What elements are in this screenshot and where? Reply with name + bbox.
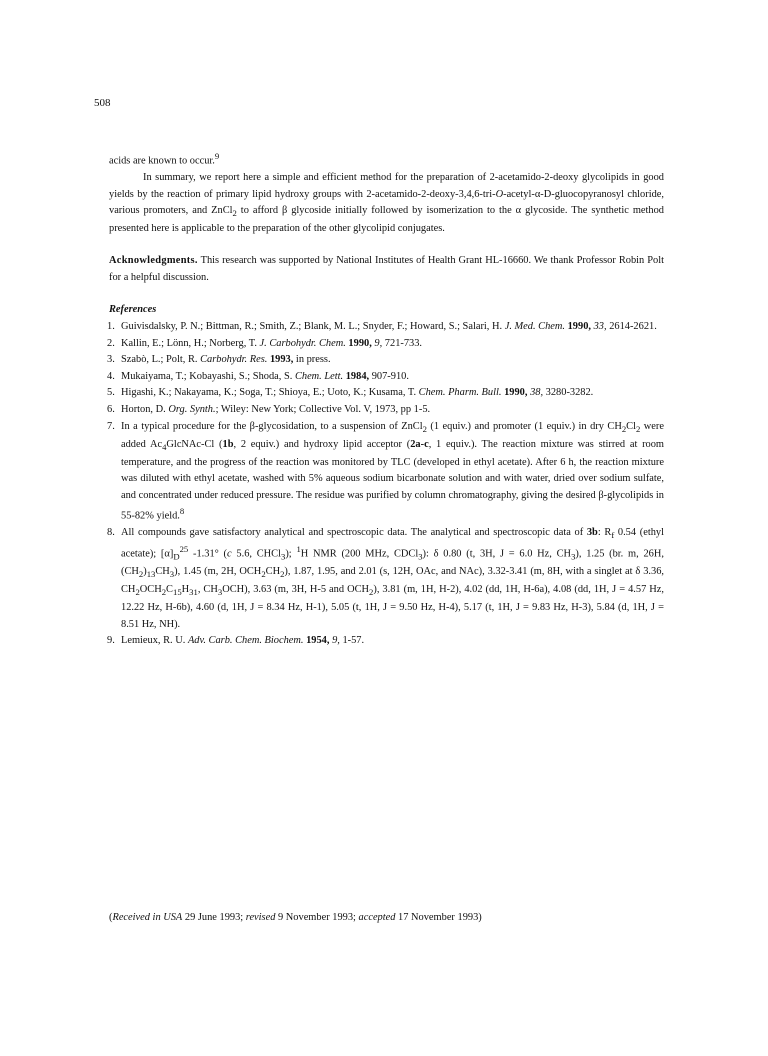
summary-italic-o: O xyxy=(495,188,504,200)
reference-volume: 9, xyxy=(329,635,340,647)
italic-c: c xyxy=(227,548,232,560)
reference-text: C xyxy=(166,584,173,596)
subscript: 2 xyxy=(232,208,237,219)
reference-number: 8. xyxy=(107,526,115,538)
page-number: 508 xyxy=(94,97,111,109)
revised-label: revised xyxy=(245,912,276,923)
reference-journal: Adv. Carb. Chem. Biochem. xyxy=(187,635,304,647)
subscript: 2 xyxy=(261,569,266,580)
superscript: 1 xyxy=(296,543,301,554)
reference-item xyxy=(109,385,664,402)
reference-authors: Guivisdalsky, P. N.; Bittman, R.; Smith, Z.; Blank, M. L.; Snyder, F.; Howard, S.; Salari, H. xyxy=(121,320,505,332)
reference-authors: Horton, D. xyxy=(121,404,169,416)
reference-item xyxy=(109,633,664,650)
reference-year: 1954, xyxy=(303,635,330,647)
reference-journal: Org. Synth. xyxy=(168,404,216,416)
references-list xyxy=(109,319,664,650)
page-content xyxy=(109,150,664,650)
reference-journal: Chem. Pharm. Bull. xyxy=(418,387,502,399)
summary-text: In summary, we report here a simple and efficient method for the preparation of 2-acetamido-2-deoxy glycolipids in good yields by the reaction of primary lipid hydroxy groups with 2-acetamido-2-deoxy-3,4,6-tri- xyxy=(109,172,664,200)
reference-item-spectra xyxy=(109,525,664,634)
reference-journal: Carbohydr. Res. xyxy=(200,354,268,366)
reference-journal: Chem. Lett. xyxy=(294,370,344,382)
reference-item xyxy=(109,402,664,419)
reference-text: All compounds gave satisfactory analytical and spectroscopic data. The analytical and spectroscopic data of xyxy=(121,526,587,538)
summary-text: to afford β glycoside initially followed by isomerization to the α glycoside. The synthetic method presented here is applicable to the preparation of the other glycolipid conjugates. xyxy=(109,205,664,235)
acknowledgments-paragraph xyxy=(109,253,664,286)
subscript: 2 xyxy=(369,587,374,598)
reference-pages: 2614-2621. xyxy=(606,320,657,332)
superscript: 25 xyxy=(179,543,189,554)
reference-authors: Mukaiyama, T.; Kobayashi, S.; Shoda, S. xyxy=(121,370,295,382)
reference-number: 3. xyxy=(107,354,115,366)
reference-text: were added Ac xyxy=(121,420,664,450)
reference-pages: 721-733. xyxy=(382,337,423,349)
subscript: f xyxy=(611,529,615,540)
reference-number: 9. xyxy=(107,635,115,647)
reference-text: H NMR (200 MHz, CDCl xyxy=(300,548,419,560)
reference-pages: in press. xyxy=(293,354,331,366)
reference-authors: Higashi, K.; Nakayama, K.; Soga, T.; Shioya, E.; Uoto, K.; Kusama, T. xyxy=(121,387,419,399)
reference-volume: 9, xyxy=(371,337,383,349)
subscript: 3 xyxy=(418,551,423,562)
reference-text: ), 3.81 (m, 1H, H-2), 4.02 (dd, 1H, H-6a), 4.08 (dd, 1H, J = 4.57 Hz, 12.22 Hz, H-6b), 4.60 (d, 1H, J = 8.34 Hz, H-1), 5.05 (t, 1H, J = 9.50 Hz, H-4), 5.17 (t, 1H, J = 9.83 Hz, H-3), 5.84 (d, 1H, J = 8.51 Hz, NH). xyxy=(121,584,664,630)
reference-pages: 907-910. xyxy=(369,370,409,382)
reference-number: 2. xyxy=(107,337,115,349)
reference-item xyxy=(109,369,664,386)
reference-text: 0.54 (ethyl acetate); [α] xyxy=(121,526,664,560)
accepted-label: accepted xyxy=(358,912,396,923)
reference-text: OCH xyxy=(139,584,162,596)
reference-text: , 2 equiv.) and hydroxy lipid acceptor ( xyxy=(233,438,411,450)
summary-text: -acetyl-α-D-gluocopyranosyl chloride, various promoters, and ZnCl xyxy=(109,188,664,217)
reference-pages: ; Wiley: New York; Collective Vol. V, 1973, pp 1-5. xyxy=(215,404,431,416)
reference-authors: Szabò, L.; Polt, R. xyxy=(121,354,201,366)
received-date: 29 June 1993; xyxy=(182,912,246,923)
reference-text: , 1 equiv.). The reaction mixture was stirred at room temperature, and the progress of the reaction was monitored by TLC (developed in ethyl acetate). After 6 h, the reaction mixture was diluted with ethyl acetate, washed with 5% aqueous sodium bicarbonate solution and with water, dried over sodium sulfate, and concentrated under reduced pressure. The residue was purified by column chromatography, giving the desired β-glycolipids in 55-82% yield. xyxy=(121,438,665,522)
reference-journal: J. Med. Chem. xyxy=(504,320,566,332)
reference-number: 6. xyxy=(107,404,115,416)
reference-text: ); xyxy=(285,548,297,560)
acknowledgments-text: This research was supported by National Institutes of Health Grant HL-16660. We thank Professor Robin Polt for a helpful discussion. xyxy=(109,254,664,283)
subscript: 3 xyxy=(281,551,286,562)
reference-text: ), 1.45 (m, 2H, OCH xyxy=(174,566,262,578)
subscript: 2 xyxy=(161,587,167,598)
reference-text: OCH), 3.63 (m, 3H, H-5 and OCH xyxy=(222,584,370,596)
revised-date: 9 November 1993; xyxy=(275,912,359,923)
received-label: Received in USA xyxy=(112,912,183,923)
compound-label: 3b xyxy=(586,526,598,538)
reference-year: 1990, xyxy=(565,320,591,332)
citation-superscript: 9 xyxy=(214,151,220,161)
reference-item-procedure xyxy=(109,419,664,525)
reference-pages: 1-57. xyxy=(339,635,365,647)
reference-authors: Lemieux, R. U. xyxy=(121,635,188,647)
subscript: 2 xyxy=(621,423,627,434)
reference-year: 1990, xyxy=(501,387,528,399)
subscript: 13 xyxy=(146,569,156,580)
compound-label: 2a-c xyxy=(410,438,429,450)
reference-number: 4. xyxy=(107,370,115,382)
subscript: D xyxy=(173,551,180,562)
carryover-paragraph xyxy=(109,150,664,170)
subscript: 3 xyxy=(169,569,175,580)
reference-year: 1990, xyxy=(345,337,372,349)
subscript: 4 xyxy=(162,441,167,452)
reference-text: CH xyxy=(265,566,281,578)
reference-text: ): δ 0.80 (t, 3H, J = 6.0 Hz, CH xyxy=(422,548,572,560)
reference-number: 5. xyxy=(107,387,115,399)
received-dates xyxy=(109,910,482,927)
references-heading: References xyxy=(109,304,157,316)
reference-text: CH xyxy=(155,566,170,578)
reference-text: ), 1.87, 1.95, and 2.01 (s, 12H, OAc, and NAc), 3.32-3.41 (m, 8H, with a singlet at δ 3.36, CH xyxy=(121,566,664,596)
reference-pages: 3280-3282. xyxy=(543,387,594,399)
reference-year: 1993, xyxy=(267,354,294,366)
reference-item xyxy=(109,319,664,336)
subscript: 2 xyxy=(422,423,427,434)
reference-authors: Kallin, E.; Lönn, H.; Norberg, T. xyxy=(121,337,260,349)
subscript: 3 xyxy=(571,551,576,562)
subscript: 2 xyxy=(280,569,285,580)
reference-text: , CH xyxy=(197,584,218,596)
acknowledgments-heading: Acknowledgments. xyxy=(109,254,198,266)
reference-text: Cl xyxy=(626,420,636,432)
subscript: 2 xyxy=(636,423,641,434)
reference-year: 1984, xyxy=(343,370,370,382)
reference-text: GlcNAc-Cl ( xyxy=(166,438,223,450)
citation-superscript: 8 xyxy=(179,505,185,516)
reference-text: : R xyxy=(597,526,612,538)
subscript: 15 xyxy=(172,587,182,598)
reference-text: -1.31° ( xyxy=(188,548,228,560)
summary-paragraph xyxy=(109,170,664,238)
subscript: 2 xyxy=(138,569,144,580)
reference-volume: 33, xyxy=(591,320,607,332)
accepted-date: 17 November 1993) xyxy=(395,912,482,923)
received-text: ( xyxy=(109,912,113,923)
reference-item xyxy=(109,352,664,369)
spacer xyxy=(109,238,664,253)
reference-journal: J. Carbohydr. Chem. xyxy=(259,337,346,349)
subscript: 2 xyxy=(135,587,140,598)
reference-text: In a typical procedure for the β-glycosidation, to a suspension of ZnCl xyxy=(121,420,423,432)
reference-text: ) xyxy=(143,566,147,578)
reference-number: 1. xyxy=(107,320,115,332)
subscript: 31 xyxy=(189,587,198,598)
reference-text: 5.6, CHCl xyxy=(231,548,281,560)
compound-label: 1b xyxy=(222,438,234,450)
reference-text: (1 equiv.) and promoter (1 equiv.) in dry CH xyxy=(426,420,622,432)
subscript: 3 xyxy=(217,587,223,598)
reference-volume: 38, xyxy=(527,387,544,399)
reference-item xyxy=(109,336,664,353)
carryover-text: acids are known to occur. xyxy=(109,155,215,167)
reference-text: ), 1.25 (br. m, 26H, (CH xyxy=(121,548,664,578)
reference-text: H xyxy=(181,584,190,596)
reference-number: 7. xyxy=(107,420,115,432)
